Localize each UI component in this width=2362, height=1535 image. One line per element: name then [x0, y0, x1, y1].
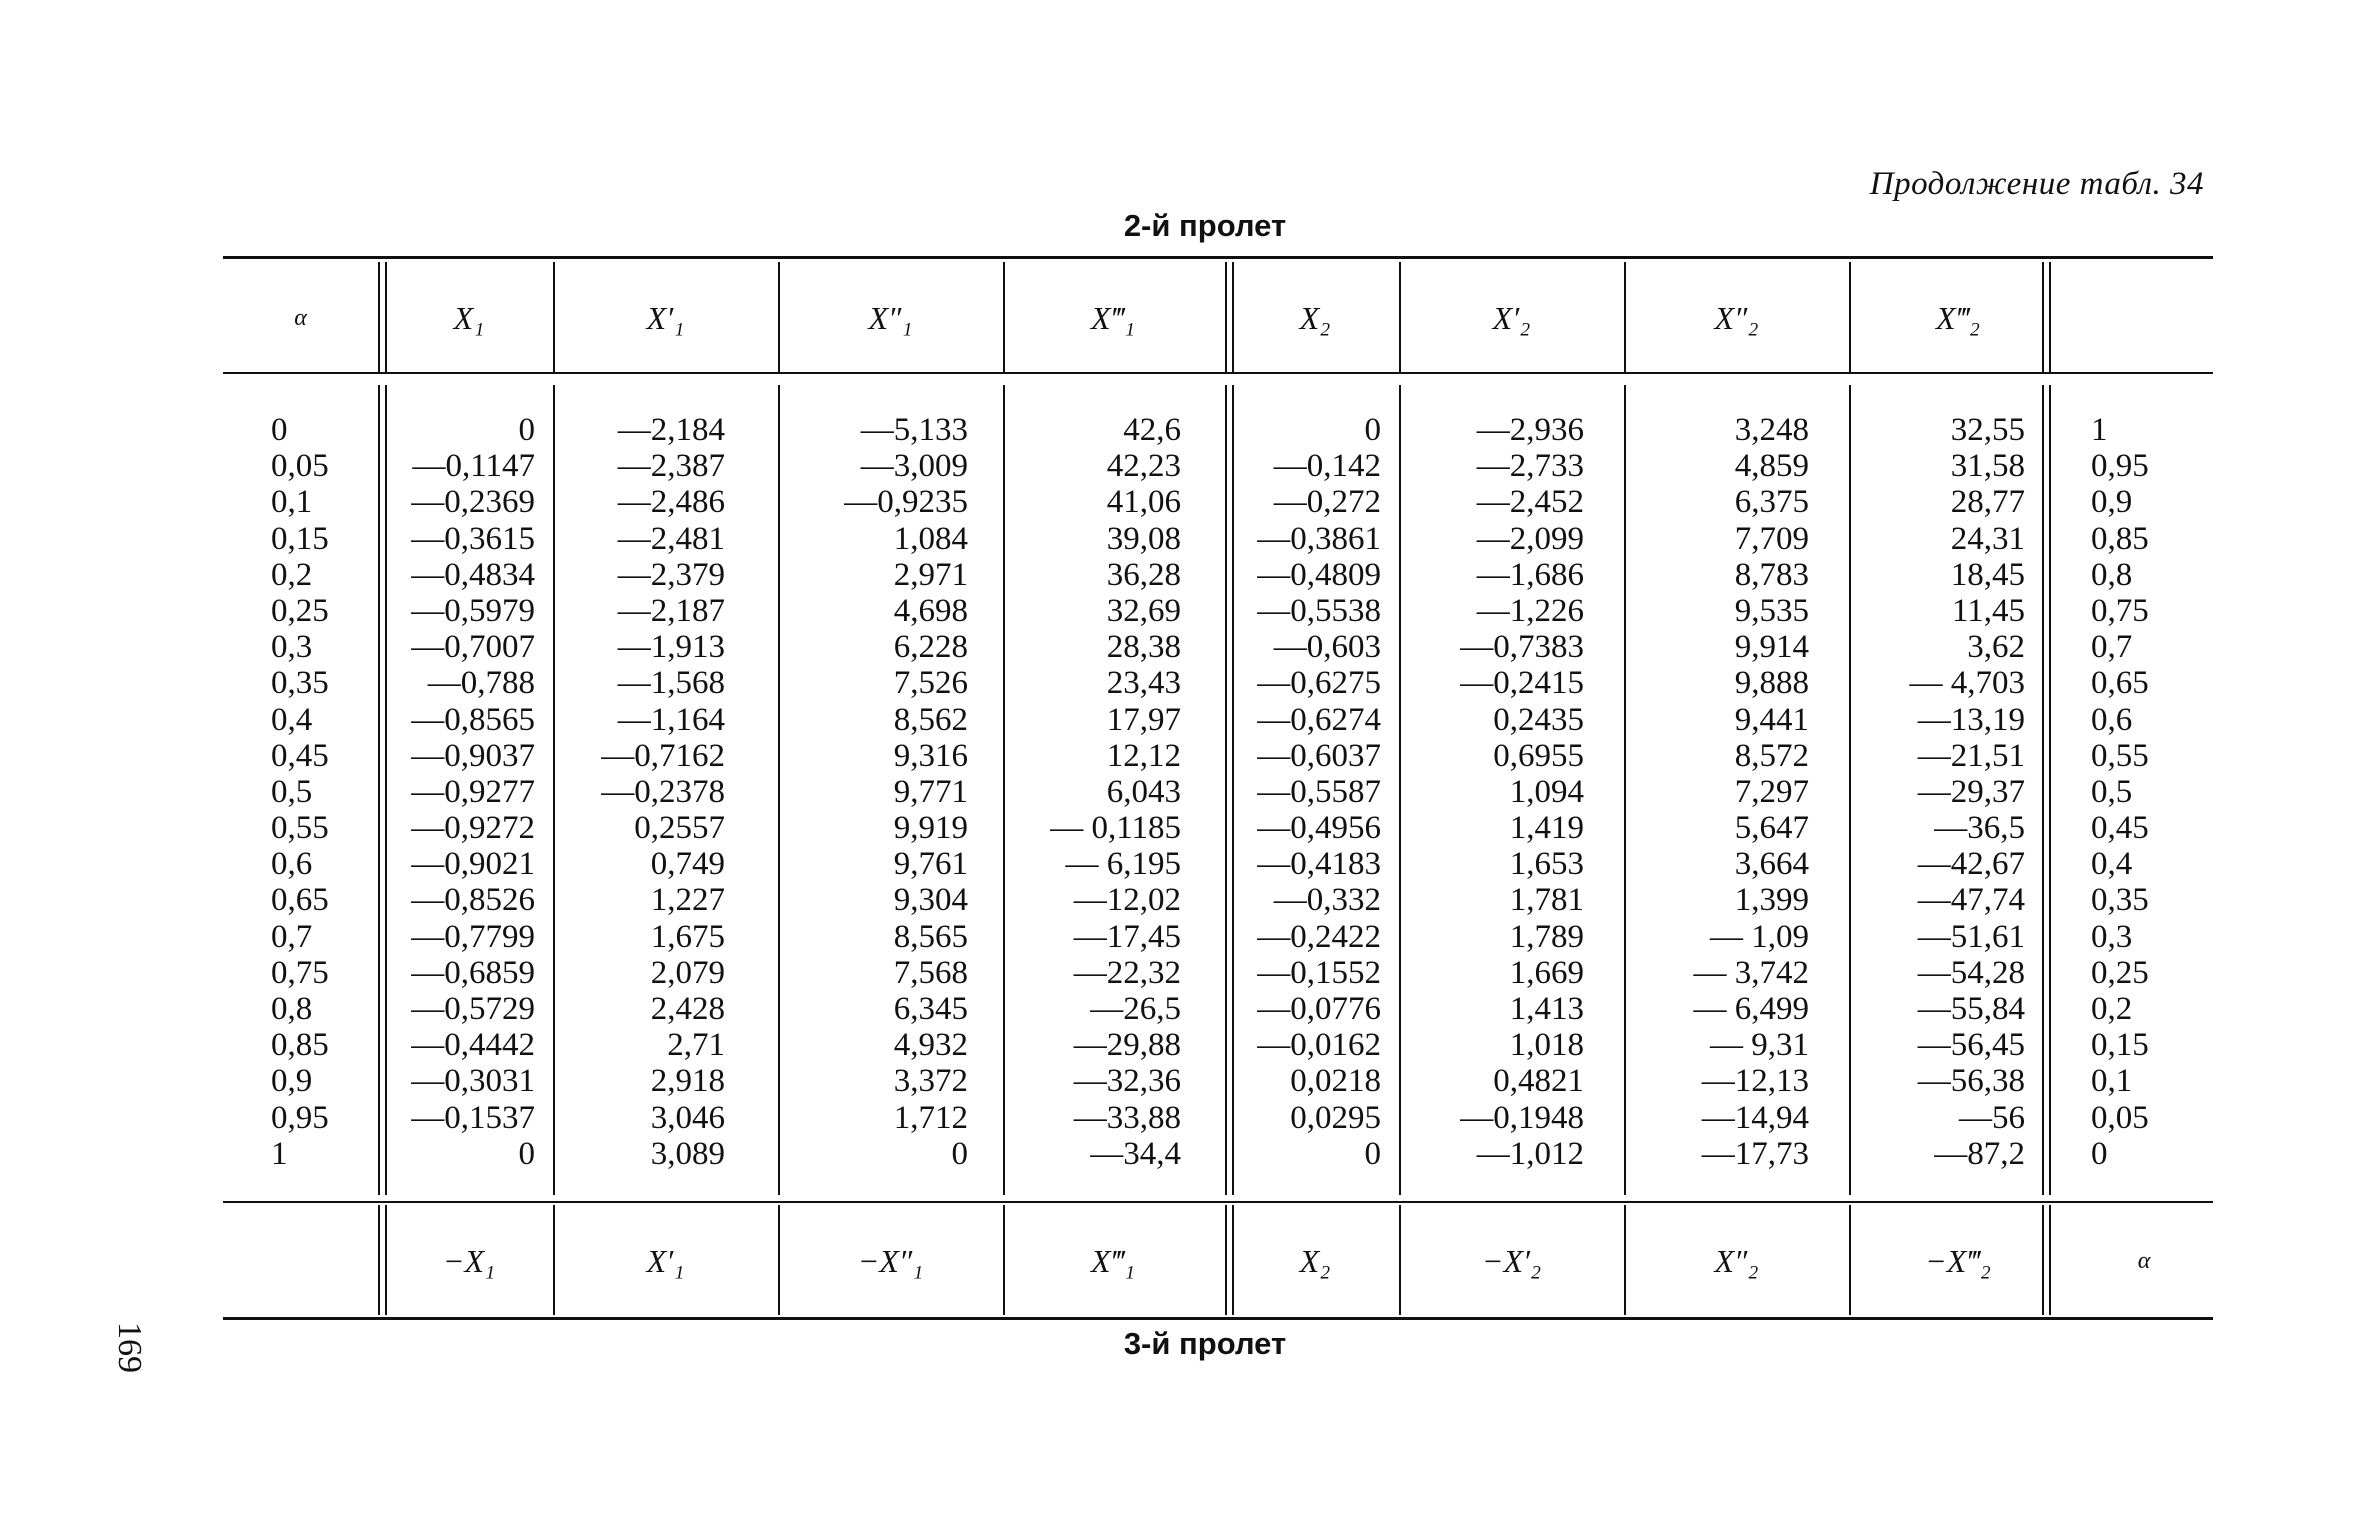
table-cell: 1,084 — [893, 520, 968, 557]
table-cell: 0,25 — [2091, 954, 2149, 991]
table-cell: — 9,31 — [1710, 1027, 1809, 1064]
table-cell: 0,45 — [271, 737, 329, 774]
table-cell: 0,25 — [271, 592, 329, 629]
divider-double — [378, 262, 387, 372]
table-cell: 0,3 — [2091, 918, 2133, 955]
table-cell: — 0,1185 — [1050, 810, 1181, 847]
table-cell: 0,95 — [271, 1099, 329, 1136]
divider-double — [2042, 262, 2051, 372]
table-cell: —29,88 — [1073, 1027, 1181, 1064]
table-cell: 2,428 — [650, 991, 725, 1027]
rule-bottom — [223, 1317, 2213, 1320]
table-cell: 1,399 — [1734, 882, 1809, 919]
header-bottom-x1ppp: X‴₁ — [1090, 1242, 1136, 1279]
table-cell: —0,5729 — [411, 991, 535, 1027]
table-cell: 8,572 — [1734, 737, 1809, 774]
table-cell: 9,535 — [1734, 592, 1809, 629]
table-cell: 0,05 — [2091, 1099, 2149, 1136]
table-cell: —0,1537 — [411, 1099, 535, 1136]
header-bottom-x2p: −X′₂ — [1481, 1242, 1542, 1279]
table-caption: Продолжение табл. 34 — [1869, 166, 2204, 202]
table-cell: 9,441 — [1734, 701, 1809, 738]
table-cell: 0,2435 — [1493, 701, 1584, 738]
table-cell: —2,387 — [617, 448, 725, 485]
table-cell: 24,31 — [1950, 520, 2025, 557]
table-cell: 0 — [951, 1135, 968, 1172]
table-cell: —17,73 — [1701, 1135, 1809, 1172]
table-cell: —0,272 — [1273, 484, 1381, 521]
table-cell: —56 — [1959, 1099, 2025, 1136]
table-cell: 0,0218 — [1290, 1063, 1381, 1100]
table-cell: 0,2557 — [634, 810, 725, 847]
table-cell: 9,761 — [893, 846, 968, 883]
divider — [1399, 1205, 1401, 1315]
header-top-x1: X₁ — [453, 299, 485, 336]
divider-double — [1225, 1205, 1234, 1315]
table-cell: 0,0295 — [1290, 1099, 1381, 1136]
table-cell: —0,8526 — [411, 882, 535, 919]
table-cell: —36,5 — [1934, 810, 2025, 847]
table-cell: 3,089 — [650, 1135, 725, 1172]
table-cell: —34,4 — [1090, 1135, 1181, 1172]
table-cell: 8,562 — [893, 701, 968, 738]
table-cell: 9,316 — [893, 737, 968, 774]
table-cell: —0,4834 — [411, 556, 535, 593]
header-top-x2p: X′₂ — [1492, 299, 1531, 336]
table-cell: 2,971 — [893, 556, 968, 593]
table-cell: 0,6 — [271, 846, 313, 883]
table-cell: —0,3615 — [411, 520, 535, 557]
header-top-x2: X₂ — [1299, 299, 1331, 336]
table-cell: —0,1147 — [412, 448, 535, 485]
column-x1ppp — [1003, 412, 1181, 1172]
table-cell: —56,38 — [1917, 1063, 2025, 1100]
header-bottom-x2: X₂ — [1299, 1242, 1331, 1279]
divider — [778, 1205, 780, 1315]
table-cell: 0,15 — [271, 520, 329, 557]
table-cell: 1,413 — [1509, 991, 1584, 1027]
divider — [1003, 262, 1005, 372]
divider — [1003, 1205, 1005, 1315]
table-cell: —2,481 — [617, 520, 725, 557]
table-cell: 9,919 — [893, 810, 968, 847]
table-cell: —33,88 — [1073, 1099, 1181, 1136]
table-cell: 0,1 — [2091, 1063, 2133, 1100]
table-cell: 2,918 — [650, 1063, 725, 1100]
header-row-bottom — [223, 1205, 2213, 1317]
table-cell: 7,709 — [1734, 520, 1809, 557]
divider — [1849, 1205, 1851, 1315]
table-cell: 1,419 — [1509, 810, 1584, 847]
table-cell: 0,55 — [271, 810, 329, 847]
table-cell: 0,55 — [2091, 737, 2149, 774]
table-cell: 0,5 — [2091, 773, 2133, 810]
table-cell: 12,12 — [1106, 737, 1181, 774]
table-cell: —5,133 — [860, 412, 968, 448]
table-cell: 4,859 — [1734, 448, 1809, 485]
table-cell: —0,0162 — [1257, 1027, 1381, 1064]
table-cell: —0,4809 — [1257, 556, 1381, 593]
table-cell: —55,84 — [1917, 991, 2025, 1027]
table-cell: 8,783 — [1734, 556, 1809, 593]
table-cell: 4,932 — [893, 1027, 968, 1064]
table-cell: —0,1948 — [1460, 1099, 1584, 1136]
header-top-x1p: X′₁ — [646, 299, 685, 336]
table-cell: 42,6 — [1123, 412, 1181, 448]
table-cell: 0,85 — [271, 1027, 329, 1064]
table-cell: 7,526 — [893, 665, 968, 702]
table-cell: —54,28 — [1917, 954, 2025, 991]
table-cell: 42,23 — [1106, 448, 1181, 485]
table-cell: —29,37 — [1917, 773, 2025, 810]
table-cell: 6,345 — [893, 991, 968, 1027]
table-cell: —0,9235 — [844, 484, 968, 521]
header-top-blank — [2075, 262, 2213, 374]
table-cell: —0,8565 — [411, 701, 535, 738]
table-cell: 32,55 — [1950, 412, 2025, 448]
header-top-x2pp: X″₂ — [1714, 299, 1759, 336]
table-cell: 1,227 — [650, 882, 725, 919]
table-cell: 0,4 — [2091, 846, 2133, 883]
divider-double — [2042, 385, 2051, 1195]
table-cell: 1,675 — [650, 918, 725, 955]
table-cell: 0,8 — [2091, 556, 2133, 593]
table-cell: 0,75 — [271, 954, 329, 991]
table-cell: 1 — [2091, 412, 2108, 448]
column-x1p — [553, 412, 725, 1172]
header-top-x1ppp: X‴₁ — [1090, 299, 1136, 336]
table-cell: 9,771 — [893, 773, 968, 810]
table-cell: 9,914 — [1734, 629, 1809, 666]
table-cell: 39,08 — [1106, 520, 1181, 557]
table-cell: —17,45 — [1073, 918, 1181, 955]
table-cell: —0,5587 — [1257, 773, 1381, 810]
table-cell: 1,712 — [893, 1099, 968, 1136]
table-cell: 1,653 — [1509, 846, 1584, 883]
table-cell: —2,733 — [1476, 448, 1584, 485]
header-row-top — [223, 262, 2213, 374]
header-bottom-x1p: X′₁ — [646, 1242, 685, 1279]
column-x2pp — [1624, 412, 1809, 1172]
header-top-x2ppp: X‴₂ — [1935, 299, 1981, 336]
column-x2 — [1231, 412, 1381, 1172]
table-cell: — 6,499 — [1693, 991, 1809, 1027]
table-cell: 2,71 — [667, 1027, 725, 1064]
table-cell: —1,686 — [1476, 556, 1584, 593]
table-cell: 7,568 — [893, 954, 968, 991]
table-cell: —0,4442 — [411, 1027, 535, 1064]
table-cell: 0,95 — [2091, 448, 2149, 485]
table-cell: 0,2 — [2091, 991, 2133, 1027]
table-cell: —22,32 — [1073, 954, 1181, 991]
table-cell: —1,012 — [1476, 1135, 1584, 1172]
table-cell: 18,45 — [1950, 556, 2025, 593]
divider — [778, 262, 780, 372]
table-cell: —0,6274 — [1257, 701, 1381, 738]
table-cell: 9,888 — [1734, 665, 1809, 702]
table-cell: —47,74 — [1917, 882, 2025, 919]
table-cell: —12,02 — [1073, 882, 1181, 919]
header-bottom-x1: −X₁ — [442, 1242, 496, 1279]
table-cell: 0,05 — [271, 448, 329, 485]
table-cell: 1,669 — [1509, 954, 1584, 991]
column-x2ppp — [1849, 412, 2025, 1172]
table-cell: 0,5 — [271, 773, 313, 810]
table-cell: 0,749 — [650, 846, 725, 883]
table-cell: — 1,09 — [1710, 918, 1809, 955]
table-cell: 0,9 — [2091, 484, 2133, 521]
table-cell: —0,9277 — [411, 773, 535, 810]
header-bottom-x2ppp: −X‴₂ — [1925, 1242, 1991, 1279]
table-cell: 0,8 — [271, 991, 313, 1027]
divider — [553, 262, 555, 372]
table-cell: 0,65 — [2091, 665, 2149, 702]
table-cell: 0 — [271, 412, 288, 448]
divider — [1849, 262, 1851, 372]
table-cell: 0,7 — [271, 918, 313, 955]
table-cell: —1,913 — [617, 629, 725, 666]
table-cell: 1,781 — [1509, 882, 1584, 919]
table-cell: —0,6275 — [1257, 665, 1381, 702]
table-cell: —0,9272 — [411, 810, 535, 847]
table-cell: —0,7383 — [1460, 629, 1584, 666]
table-cell: —0,7799 — [411, 918, 535, 955]
table-cell: 4,698 — [893, 592, 968, 629]
page-number: 169 — [111, 1322, 148, 1373]
column-x1 — [385, 412, 535, 1172]
table-cell: 3,046 — [650, 1099, 725, 1136]
table-cell: —0,603 — [1273, 629, 1381, 666]
table-cell: 2,079 — [650, 954, 725, 991]
table-cell: 17,97 — [1106, 701, 1181, 738]
table-cell: —0,142 — [1273, 448, 1381, 485]
table-cell: —0,7007 — [411, 629, 535, 666]
column-alpha — [271, 412, 381, 1172]
table-cell: — 4,703 — [1909, 665, 2025, 702]
table-cell: 3,372 — [893, 1063, 968, 1100]
column-alpha-reverse — [2091, 412, 2201, 1172]
table-cell: 36,28 — [1106, 556, 1181, 593]
table-cell: 0,7 — [2091, 629, 2133, 666]
table-cell: —0,4956 — [1257, 810, 1381, 847]
table-cell: —0,332 — [1273, 882, 1381, 919]
table-cell: 6,043 — [1106, 773, 1181, 810]
table-cell: —14,94 — [1701, 1099, 1809, 1136]
table-cell: —1,226 — [1476, 592, 1584, 629]
table-cell: —2,099 — [1476, 520, 1584, 557]
table-cell: —56,45 — [1917, 1027, 2025, 1064]
table-cell: —0,2422 — [1257, 918, 1381, 955]
table-cell: 32,69 — [1106, 592, 1181, 629]
table-cell: 0,75 — [2091, 592, 2149, 629]
header-top-alpha: α — [294, 304, 307, 331]
table-cell: —1,164 — [617, 701, 725, 738]
table-cell: —0,6037 — [1257, 737, 1381, 774]
table-cell: —0,9021 — [411, 846, 535, 883]
table-cell: 7,297 — [1734, 773, 1809, 810]
column-x1pp — [778, 412, 968, 1172]
table-cell: 0 — [518, 1135, 535, 1172]
table-cell: 0,6 — [2091, 701, 2133, 738]
header-top-x1pp: X″₁ — [868, 299, 913, 336]
table-cell: 0 — [1364, 412, 1381, 448]
table-cell: 11,45 — [1951, 592, 2025, 629]
table-cell: 41,06 — [1106, 484, 1181, 521]
table-cell: —2,184 — [617, 412, 725, 448]
rule-top — [223, 256, 2213, 259]
table-cell: —2,379 — [617, 556, 725, 593]
table-cell: 0,1 — [271, 484, 313, 521]
divider-double — [1225, 262, 1234, 372]
header-bottom-blank — [223, 1205, 378, 1317]
divider-double — [378, 1205, 387, 1315]
table-cell: —51,61 — [1917, 918, 2025, 955]
table-cell: —0,2378 — [601, 773, 725, 810]
table-cell: —0,6859 — [411, 954, 535, 991]
divider — [1399, 262, 1401, 372]
table-cell: —0,4183 — [1257, 846, 1381, 883]
table-cell: 0,65 — [271, 882, 329, 919]
table-cell: 31,58 — [1950, 448, 2025, 485]
table-cell: —87,2 — [1934, 1135, 2025, 1172]
table-cell: 28,38 — [1106, 629, 1181, 666]
table-cell: 0,4821 — [1493, 1063, 1584, 1100]
table-cell: —2,486 — [617, 484, 725, 521]
table-cell: —32,36 — [1073, 1063, 1181, 1100]
table-cell: —12,13 — [1701, 1063, 1809, 1100]
table-cell: —0,0776 — [1257, 991, 1381, 1027]
table-cell: 0,35 — [2091, 882, 2149, 919]
table-cell: —42,67 — [1917, 846, 2025, 883]
table-cell: —0,5979 — [411, 592, 535, 629]
table-cell: — 3,742 — [1693, 954, 1809, 991]
table-cell: —21,51 — [1917, 737, 2025, 774]
table-cell: 0 — [1364, 1135, 1381, 1172]
table-cell: —2,936 — [1476, 412, 1584, 448]
divider — [1624, 1205, 1626, 1315]
table-cell: 0,85 — [2091, 520, 2149, 557]
table-cell: 0,35 — [271, 665, 329, 702]
table-cell: 0 — [518, 412, 535, 448]
table-cell: 0,4 — [271, 701, 313, 738]
table-cell: 1,789 — [1509, 918, 1584, 955]
table-cell: 3,248 — [1734, 412, 1809, 448]
divider — [1624, 262, 1626, 372]
table-cell: 6,375 — [1734, 484, 1809, 521]
table-cell: 3,664 — [1734, 846, 1809, 883]
span-title-top: 2-й пролет — [1123, 208, 1287, 243]
table-cell: —0,1552 — [1257, 954, 1381, 991]
table-cell: 0 — [2091, 1135, 2108, 1172]
divider — [553, 1205, 555, 1315]
table-cell: 6,228 — [893, 629, 968, 666]
divider-double — [2042, 1205, 2051, 1315]
table-cell: 0,3 — [271, 629, 313, 666]
table-cell: 0,15 — [2091, 1027, 2149, 1064]
span-title-bottom: 3-й пролет — [1123, 1326, 1287, 1361]
table-cell: 28,77 — [1950, 484, 2025, 521]
header-bottom-alpha: α — [2137, 1247, 2151, 1274]
header-bottom-x2pp: X″₂ — [1714, 1242, 1759, 1279]
table-cell: —2,187 — [617, 592, 725, 629]
table-cell: —0,3031 — [411, 1063, 535, 1100]
table-cell: —3,009 — [860, 448, 968, 485]
table-cell: —26,5 — [1090, 991, 1181, 1027]
table-cell: 1,094 — [1509, 773, 1584, 810]
table-cell: —0,7162 — [601, 737, 725, 774]
table-cell: 9,304 — [893, 882, 968, 919]
table-cell: —0,788 — [427, 665, 535, 702]
table-cell: —1,568 — [617, 665, 725, 702]
table-cell: —0,5538 — [1257, 592, 1381, 629]
table-cell: 3,62 — [1967, 629, 2025, 666]
table-cell: 1 — [271, 1135, 288, 1172]
table-cell: 0,2 — [271, 556, 313, 593]
table-cell: 23,43 — [1106, 665, 1181, 702]
column-x2p — [1399, 412, 1584, 1172]
table-cell: 0,9 — [271, 1063, 313, 1100]
table-cell: —0,2415 — [1460, 665, 1584, 702]
header-bottom-x1pp: −X″₁ — [857, 1242, 924, 1279]
table-cell: —0,9037 — [411, 737, 535, 774]
table-cell: —0,2369 — [411, 484, 535, 521]
table-cell: — 6,195 — [1065, 846, 1181, 883]
table-cell: 0,6955 — [1493, 737, 1584, 774]
table-cell: 1,018 — [1509, 1027, 1584, 1064]
table-cell: 5,647 — [1734, 810, 1809, 847]
table-cell: 0,45 — [2091, 810, 2149, 847]
rule-footer-top — [223, 1201, 2213, 1203]
table-cell: —2,452 — [1476, 484, 1584, 521]
table-cell: —13,19 — [1917, 701, 2025, 738]
table-cell: —0,3861 — [1257, 520, 1381, 557]
table-cell: 8,565 — [893, 918, 968, 955]
